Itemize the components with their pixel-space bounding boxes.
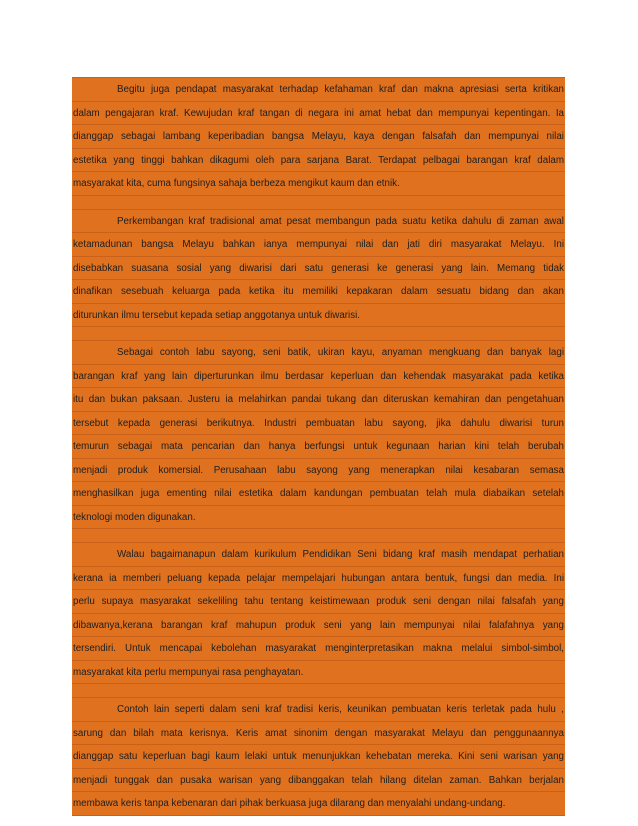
paragraph-line: menghasilkan juga ementing nilai estetika dalam kandungan pembuatan telah mula diabaikan setelah xyxy=(72,481,565,505)
paragraph-line: dibawanya,kerana barangan kraf mahupun produk seni yang lain mempunyai nilai falafahnya yang xyxy=(72,613,565,637)
paragraph-line: temurun sebagai mata pencarian dan hanya berfungsi untuk kegunaan harian kini telah berubah xyxy=(72,434,565,458)
paragraph-line: dianggap sebagai lambang keperibadian bangsa Melayu, kaya dengan falsafah dan mempunyai nilai xyxy=(72,124,565,148)
paragraph-4 xyxy=(72,542,565,683)
paragraph-3 xyxy=(72,340,565,528)
paragraph-line: ketamadunan bangsa Melayu bahkan ianya mempunyai nilai dan jati diri masyarakat Melayu. Ini xyxy=(72,232,565,256)
paragraph-spacer xyxy=(72,528,565,542)
paragraph-line: barangan kraf yang lain diperturunkan ilmu berdasar keperluan dan kehendak masyarakat pada ketika xyxy=(72,364,565,388)
paragraph-line: teknologi moden digunakan. xyxy=(72,505,565,529)
paragraph-line: tersebut kepada generasi berikutnya. Industri pembuatan labu sayong, jika dahulu diwarisi turun xyxy=(72,411,565,435)
paragraph-line: masyarakat kita perlu mempunyai rasa penghayatan. xyxy=(72,660,565,684)
paragraph-line: dalam pengajaran kraf. Kewujudan kraf tangan di negara ini amat hebat dan mempunyai kepentingan. Ia xyxy=(72,101,565,125)
paragraph-line: Begitu juga pendapat masyarakat terhadap kefahaman kraf dan makna apresiasi serta kritikan xyxy=(72,77,565,101)
paragraph-line: menjadi tunggak dan pusaka warisan yang dibanggakan telah hilang ditelan zaman. Bahkan berjalan xyxy=(72,768,565,792)
paragraph-line: Sebagai contoh labu sayong, seni batik, ukiran kayu, anyaman mengkuang dan banyak lagi xyxy=(72,340,565,364)
paragraph-line: Perkembangan kraf tradisional amat pesat membangun pada suatu ketika dahulu di zaman awal xyxy=(72,209,565,233)
paragraph-line: itu dan bukan paksaan. Justeru ia melahirkan pandai tukang dan diteruskan kemahiran dan pengetahuan xyxy=(72,387,565,411)
paragraph-line: dianggap satu keperluan bagi kaum lelaki untuk menunjukkan kehebatan mereka. Kini seni warisan yang xyxy=(72,744,565,768)
paragraph-5 xyxy=(72,697,565,815)
paragraph-line: dinafikan sesebuah keluarga pada ketika itu memiliki kepakaran dalam sesuatu bidang dan akan xyxy=(72,279,565,303)
paragraph-line: masyarakat kita, cuma fungsinya sahaja berbeza mengikut kaum dan etnik. xyxy=(72,171,565,195)
paragraph-line: kerana ia memberi peluang kepada pelajar mempelajari hubungan antara bentuk, fungsi dan media. Ini xyxy=(72,566,565,590)
paragraph-2 xyxy=(72,209,565,327)
paragraph-1 xyxy=(72,77,565,195)
paragraph-line: tersendiri. Untuk mencapai kebolehan masyarakat menginterpretasikan makna melalui simbol-simbol, xyxy=(72,636,565,660)
paragraph-line: membawa keris tanpa kebenaran dari pihak berkuasa juga dilarang dan menyalahi undang-undang. xyxy=(72,791,565,815)
paragraph-spacer xyxy=(72,683,565,697)
paragraph-line: menjadi produk komersial. Perusahaan labu sayong yang menerapkan nilai kesabaran semasa xyxy=(72,458,565,482)
document-body xyxy=(72,77,565,816)
paragraph-line: perlu supaya masyarakat sekeliling tahu tentang keistimewaan produk seni dengan nilai falsafah yang xyxy=(72,589,565,613)
paragraph-line: sarung dan bilah mata kerisnya. Keris amat sinonim dengan masyarakat Melayu dan penggunaannya xyxy=(72,721,565,745)
paragraph-spacer xyxy=(72,195,565,209)
paragraph-line: estetika yang tinggi bahkan dikagumi oleh para sarjana Barat. Terdapat pelbagai barangan kraf dalam xyxy=(72,148,565,172)
paragraph-line: diturunkan ilmu tersebut kepada setiap anggotanya untuk diwarisi. xyxy=(72,303,565,327)
paragraph-line: Contoh lain seperti dalam seni kraf tradisi keris, keunikan pembuatan keris terletak pada hulu , xyxy=(72,697,565,721)
bottom-rule xyxy=(72,815,565,816)
paragraph-line: Walau bagaimanapun dalam kurikulum Pendidikan Seni bidang kraf masih mendapat perhatian xyxy=(72,542,565,566)
paragraph-line: disebabkan suasana sosial yang diwarisi dari satu generasi ke generasi yang lain. Memang tidak xyxy=(72,256,565,280)
paragraph-spacer xyxy=(72,326,565,340)
